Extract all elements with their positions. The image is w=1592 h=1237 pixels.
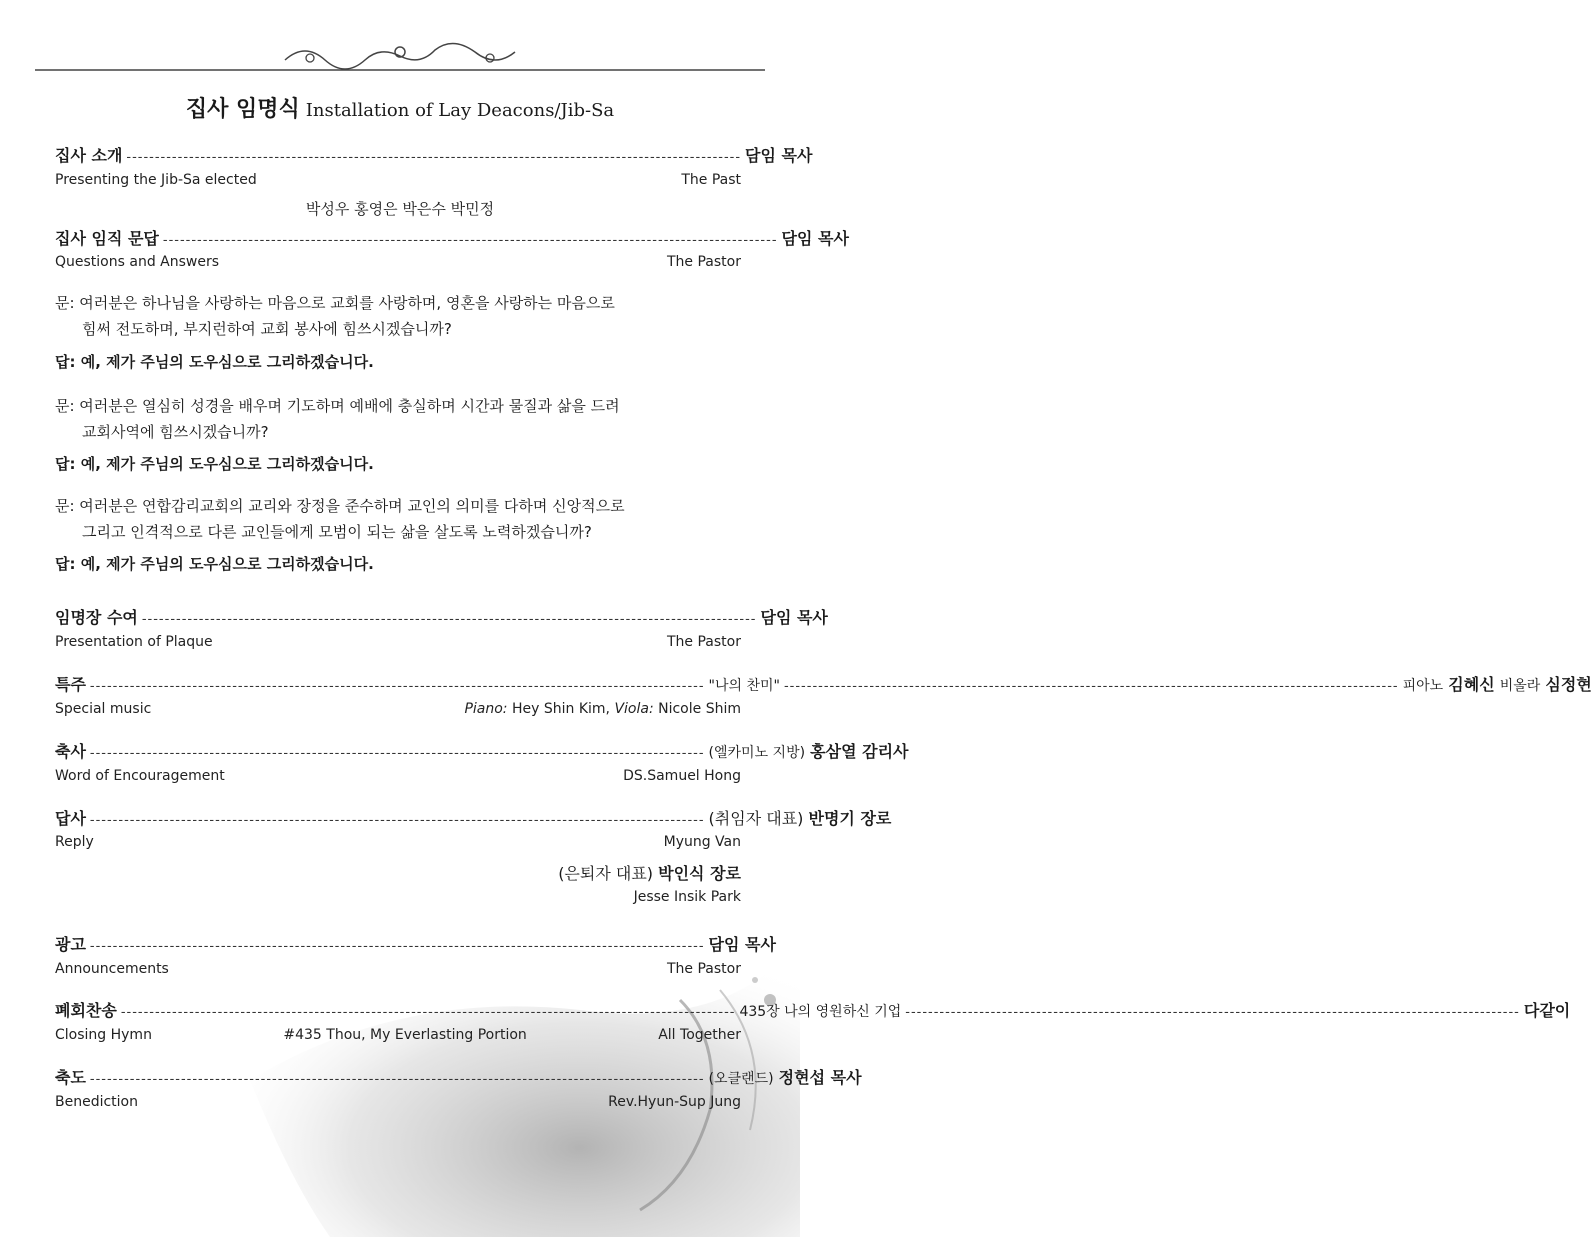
program-item-reply-2-sub — [55, 889, 741, 905]
program-item-encouragement-sub — [55, 768, 741, 784]
viola-label: 비올라 — [1499, 678, 1541, 694]
piano-label-en: Piano: — [464, 701, 508, 717]
item-leader: 담임 목사 — [781, 229, 849, 248]
location-label: (오클랜드) — [708, 1071, 774, 1087]
question-line: 문: 여러분은 열심히 성경을 배우며 기도하며 예배에 충실하며 시간과 물질과 삶을 드려 — [55, 397, 620, 415]
item-label: 집사 임직 문답 — [55, 229, 159, 248]
question-2 — [55, 393, 755, 445]
question-1 — [55, 290, 755, 342]
program-item-reply-2 — [55, 861, 741, 884]
dotted-leader: ------------------------------------------------------------------------------------------------------------ — [89, 1072, 705, 1087]
item-english: Special music — [55, 701, 152, 717]
item-label: 축도 — [55, 1068, 86, 1087]
program-item-announcements — [55, 932, 776, 955]
music-title: "나의 찬미" — [708, 678, 780, 694]
hymn-title: 435장 나의 영원하신 기업 — [739, 1004, 902, 1020]
program-item-hymn-sub — [55, 1027, 741, 1043]
dotted-leader: ------------------------------------------------------------------------------------------------------------ — [905, 1005, 1520, 1020]
question-line: 교회사역에 힘쓰시겠습니까? — [82, 423, 269, 441]
program-item-intro — [55, 143, 813, 166]
item-label: 특주 — [55, 675, 86, 694]
violist-name-en: Nicole Shim — [653, 701, 741, 717]
item-leader: 담임 목사 — [745, 146, 813, 165]
program-item-plaque-sub — [55, 634, 741, 650]
dotted-leader: ------------------------------------------------------------------------------------------------------------ — [89, 679, 705, 694]
pianist-name-en: Hey Shin Kim, — [507, 701, 615, 717]
deacon-names: 박성우 홍영은 박은수 박민정 — [305, 200, 495, 218]
answer-3: 답: 예, 제가 주님의 도우심으로 그리하겠습니다. — [55, 555, 374, 573]
answer-2: 답: 예, 제가 주님의 도우심으로 그리하겠습니다. — [55, 455, 374, 473]
program-item-reply — [55, 806, 892, 829]
item-english: Closing Hymn — [55, 1027, 152, 1043]
hymn-title-english: #435 Thou, My Everlasting Portion — [283, 1027, 527, 1043]
item-english: Presenting the Jib-Sa elected — [55, 172, 257, 188]
role-label: (취임자 대표) — [708, 809, 804, 828]
violist-name: 심정현 — [1545, 675, 1592, 694]
item-leader: 담임 목사 — [708, 935, 776, 954]
item-label: 집사 소개 — [55, 146, 123, 165]
program-item-benediction-sub — [55, 1094, 741, 1110]
dotted-leader: ------------------------------------------------------------------------------------------------------------ — [89, 813, 705, 828]
item-label: 폐회찬송 — [55, 1001, 117, 1020]
header-ornament-icon — [0, 30, 800, 80]
pianist-name: 김혜신 — [1448, 675, 1495, 694]
dotted-leader: ------------------------------------------------------------------------------------------------------------ — [89, 746, 705, 761]
item-english-leader: The Pastor — [667, 961, 741, 977]
program-item-plaque — [55, 605, 828, 628]
dotted-leader: ------------------------------------------------------------------------------------------------------------ — [141, 612, 757, 627]
item-english-leader: Rev.Hyun-Sup Jung — [608, 1094, 741, 1110]
program-item-music — [55, 672, 1592, 695]
item-leader: 정현섭 목사 — [778, 1068, 862, 1087]
item-leader: 반명기 장로 — [808, 809, 892, 828]
item-english-leader: The Pastor — [667, 634, 741, 650]
item-label: 임명장 수여 — [55, 608, 138, 627]
item-english: Benediction — [55, 1094, 138, 1110]
dotted-leader: ------------------------------------------------------------------------------------------------------------ — [162, 233, 778, 248]
dotted-leader: ------------------------------------------------------------------------------------------------------------ — [89, 939, 705, 954]
item-english-leader: Myung Van — [663, 834, 741, 850]
piano-label: 피아노 — [1402, 678, 1444, 694]
item-label: 축사 — [55, 742, 86, 761]
item-english: Word of Encouragement — [55, 768, 225, 784]
title-english: Installation of Lay Deacons/Jib-Sa — [305, 100, 615, 121]
item-label: 답사 — [55, 809, 86, 828]
program-item-qa — [55, 226, 849, 249]
dotted-leader: ------------------------------------------------------------------------------------------------------------ — [783, 679, 1399, 694]
item-english: Reply — [55, 834, 94, 850]
item-english-leader: The Pastor — [667, 254, 741, 270]
program-item-qa-sub — [55, 254, 741, 270]
question-line: 힘써 전도하며, 부지런하여 교회 봉사에 힘쓰시겠습니까? — [82, 320, 452, 338]
role-label: (은퇴자 대표) — [558, 864, 654, 883]
performers-english — [464, 701, 741, 717]
district-label: (엘카미노 지방) — [708, 745, 806, 761]
program-item-intro-sub — [55, 172, 741, 188]
title-korean: 집사 임명식 — [185, 97, 300, 122]
answer-1: 답: 예, 제가 주님의 도우심으로 그리하겠습니다. — [55, 353, 374, 371]
item-english-leader: DS.Samuel Hong — [623, 768, 741, 784]
page-title — [0, 92, 800, 123]
question-3 — [55, 493, 755, 545]
question-line: 문: 여러분은 하나님을 사랑하는 마음으로 교회를 사랑하며, 영혼을 사랑하는 마음으로 — [55, 294, 615, 312]
item-leader: 담임 목사 — [760, 608, 828, 627]
question-line: 그리고 인격적으로 다른 교인들에게 모범이 되는 삶을 살도록 노력하겠습니까? — [82, 523, 592, 541]
program-item-encouragement — [55, 739, 909, 762]
item-english-leader: The Past — [681, 172, 741, 188]
item-english: Questions and Answers — [55, 254, 220, 270]
dotted-leader: ------------------------------------------------------------------------------------------------------------ — [126, 150, 742, 165]
program-item-announcements-sub — [55, 961, 741, 977]
item-leader: 다같이 — [1523, 1001, 1571, 1020]
item-english: Announcements — [55, 961, 169, 977]
program-item-hymn — [55, 998, 1571, 1021]
dotted-leader: ------------------------------------------------------------------------------------------------------------ — [120, 1005, 736, 1020]
program-item-benediction — [55, 1065, 862, 1088]
item-leader: 박인식 장로 — [658, 864, 741, 883]
viola-label-en: Viola: — [614, 701, 654, 717]
program-item-reply-sub — [55, 834, 741, 850]
item-english-leader: Jesse Insik Park — [633, 889, 741, 905]
question-line: 문: 여러분은 연합감리교회의 교리와 장정을 준수하며 교인의 의미를 다하며 신앙적으로 — [55, 497, 625, 515]
item-leader: 홍삼열 감리사 — [810, 742, 909, 761]
item-label: 광고 — [55, 935, 86, 954]
item-english: Presentation of Plaque — [55, 634, 213, 650]
program-item-music-sub — [55, 701, 741, 717]
item-english-leader: All Together — [658, 1027, 741, 1043]
